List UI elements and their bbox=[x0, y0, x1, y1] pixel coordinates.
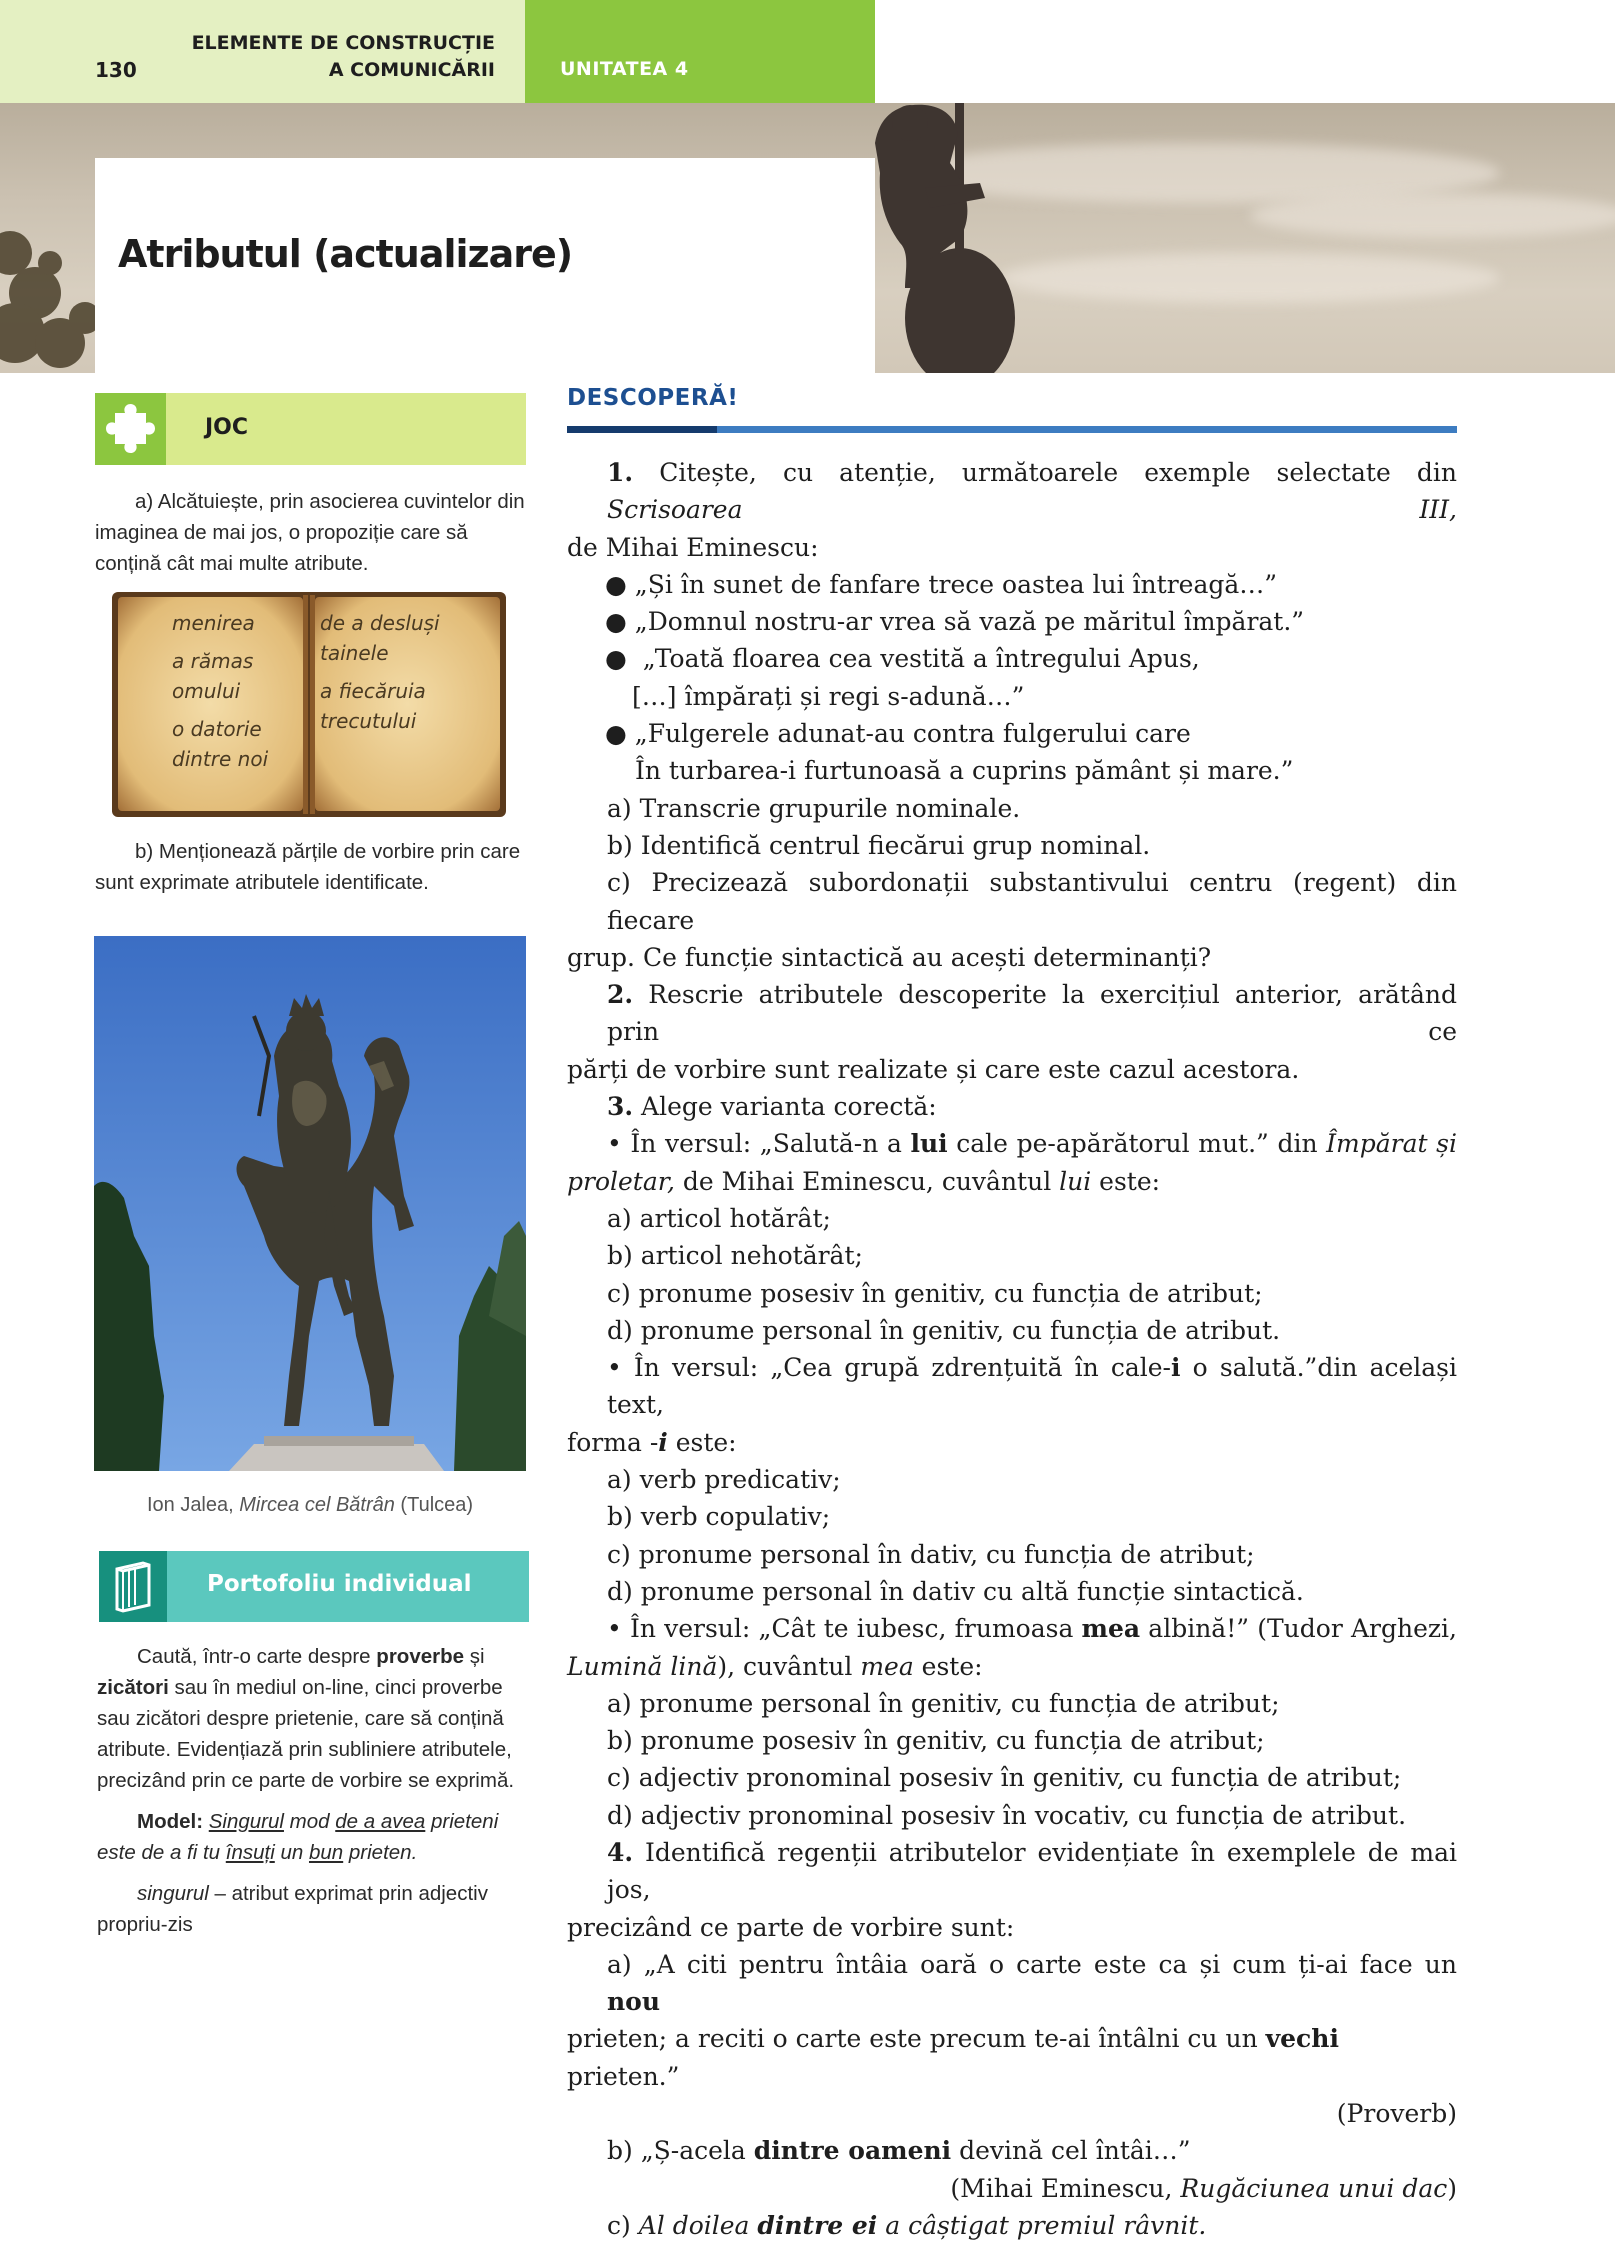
exercise-3: 3. Alege varianta corectă: bbox=[607, 1092, 937, 1122]
book-word: de a desluși bbox=[320, 611, 440, 635]
joc-section-header bbox=[95, 393, 526, 465]
section-title: ELEMENTE DE CONSTRUCȚIE A COMUNICĂRII bbox=[191, 32, 495, 81]
quote: ● „Și în sunet de fanfare trece oastea lui întreagă…” bbox=[605, 569, 1278, 599]
portofoliu-model: Model: Singurul mod de a avea prieteni este de a fi tu însuți un bun prieten. bbox=[97, 1810, 499, 1864]
photo-caption: Ion Jalea, Mircea cel Bătrân (Tulcea) bbox=[146, 1494, 474, 1516]
quote: ● „Fulgerele adunat-au contra fulgerului care bbox=[605, 719, 1191, 749]
joc-task-b: b) Menționează părțile de vorbire prin care sunt exprimate atributele identificate. bbox=[95, 840, 521, 894]
portofoliu-section-header bbox=[99, 1551, 529, 1622]
book-word: omului bbox=[172, 679, 241, 703]
portofoliu-label: Portofoliu individual bbox=[207, 1571, 472, 1597]
joc-task-a: a) Alcătuiește, prin asocierea cuvintelor din imaginea de mai jos, o propoziție care să conțină cât mai multe atribute. bbox=[95, 490, 525, 575]
exercise-4: 4. Identifică regenții atributelor evidențiate în exemplele de mai jos, bbox=[607, 1837, 1457, 1905]
descopera-heading: DESCOPERĂ! bbox=[567, 385, 739, 411]
joc-label: JOC bbox=[205, 415, 249, 440]
book-word: dintre noi bbox=[172, 747, 269, 771]
open-book-image bbox=[112, 592, 506, 817]
unit-badge: UNITATEA 4 bbox=[525, 0, 875, 103]
lesson-title: Atributul (actualizare) bbox=[118, 232, 573, 276]
page-number: 130 bbox=[95, 58, 137, 82]
book-word: a rămas bbox=[172, 649, 254, 673]
book-word: trecutului bbox=[320, 709, 417, 733]
header-section-band bbox=[0, 0, 525, 103]
book-word: a fiecăruia bbox=[320, 679, 426, 703]
descopera-exercises: 1. Citește, cu atenție, următoarele exemple selectate din Scrisoarea III, de Mihai Eminescu: ● „Și în sunet de fanfare trece oastea lui întreagă…” ● „Domnul nostru-ar vrea să vază pe măritul împărat.” ● „Toată floarea cea vestită a întregului Apus, […] împărați și regi s-adună…” ● „Fulgerele adunat-au contra fulgerului care În turbarea-i furtunoasă a cuprins pământ și mare.” a) Transcrie grupurile nominale. b) Identifică centrul fiecărui grup nominal. c) Precizează subordonații substantivului centru (regent) din fiecare grup. Ce funcție sintactică au acești determinanți? 2. Rescrie atributele descoperite la exercițiul anterior, arătând prin ce părți de vorbire sunt realizate și care este cazul acestora. 3. Alege varianta corectă: • În versul: „Salută-n a lui cale pe-apărătorul mut.” din Împărat și proletar, de Mihai Eminescu, cuvântul lui este: a) articol hotărât; b) articol nehotărât; c) pronume posesiv în genitiv, cu funcția de atribut; d) pronume personal în genitiv, cu funcția de atribut. • În versul: „Cea grupă zdrențuită în cale-i o salută.”din același text, forma -i este: a) verb predicativ; b) verb copulativ; c) pronume personal în dativ, cu funcția de atribut; d) pronume personal în dativ cu altă funcție sintactică. • În versul: „Cât te iubesc, frumoasa mea albină!” (Tudor Arghezi, Lumină lină), cuvântul mea este: a) pronume personal în genitiv, cu funcția de atribut; b) pronume posesiv în genitiv, cu funcția de atribut; c) adjectiv pronominal posesiv în genitiv, cu funcția de atribut; d) adjectiv pronominal posesiv în vocativ, cu funcția de atribut. 4. Identifică regenții atributelor evidențiate în exemplele de mai jos, precizând ce parte de vorbire sunt: a) „A citi pentru întâia oară o carte este ca și cum ți-ai face un nou prieten; a reciti o carte este precum te-ai întâlni cu un vechi prieten.” (Proverb) b) „Ș-acela dintre oameni devină cel întâi…” (Mihai Eminescu, Rugăciunea unui dac) c) Al doilea dintre ei a câștigat premiul râvnit. bbox=[567, 454, 1457, 2244]
exercise-2: 2. Rescrie atributele descoperite la exercițiul anterior, arătând prin ce bbox=[607, 980, 1457, 1047]
book-icon bbox=[99, 1551, 167, 1622]
quote: ● „Domnul nostru-ar vrea să vază pe măritul împărat.” bbox=[605, 607, 1305, 637]
quote: ● „Toată floarea cea vestită a întregului Apus, bbox=[605, 644, 1200, 674]
book-word: o datorie bbox=[172, 717, 262, 741]
lesson-title-box bbox=[95, 158, 875, 373]
puzzle-icon bbox=[95, 393, 166, 465]
book-word: tainele bbox=[320, 641, 389, 665]
portofoliu-explanation: singurul – atribut exprimat prin adjectiv propriu-zis bbox=[97, 1882, 488, 1936]
statue-photo bbox=[94, 936, 526, 1471]
heading-rule bbox=[567, 426, 1457, 433]
book-word: menirea bbox=[172, 611, 255, 635]
exercise-1: 1. Citește, cu atenție, următoarele exemple selectate din Scrisoarea III, bbox=[607, 458, 1457, 525]
portofoliu-text: Caută, într-o carte despre proverbe și zicători sau în mediul on-line, cinci proverbe sau zicători despre prietenie, care să conțină atribute. Evidențiază prin subliniere atributele, precizând prin ce parte de vorbire se exprimă. Model: Singurul mod de a avea prieteni este de a fi tu însuți un bun prieten. singurul – atribut exprimat prin adjectiv propriu-zis bbox=[97, 1641, 529, 1940]
